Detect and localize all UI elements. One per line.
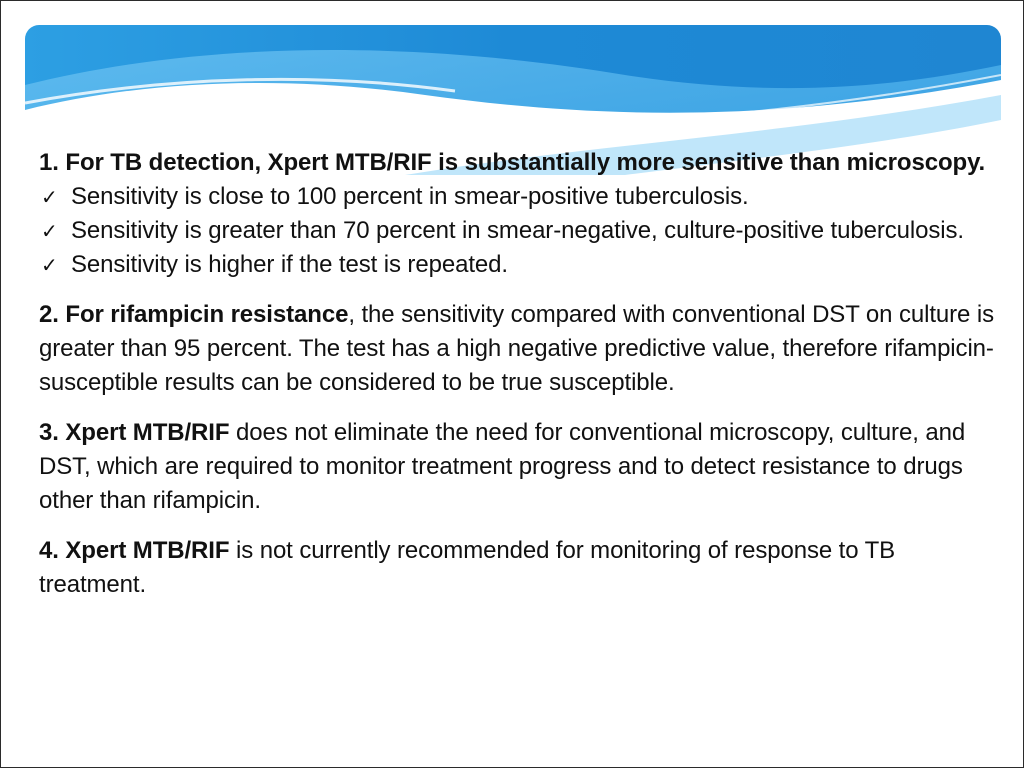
point2-bold: 2. For rifampicin resistance [39,301,349,328]
bullet-text: Sensitivity is higher if the test is repeated. [71,251,508,278]
bullet-item [39,248,999,282]
bullet-text: Sensitivity is close to 100 percent in smear-positive tuberculosis. [71,183,749,210]
point3-bold: 3. Xpert MTB/RIF [39,419,230,446]
slide-content [39,146,999,602]
checkmark-icon: ✓ [41,253,58,277]
checkmark-icon: ✓ [41,185,58,209]
point2-paragraph [39,298,999,400]
point2-text: , the sensitivity compared with conventional DST on culture is greater than 95 percent. The test has a high negative predictive value, therefore rifampicin-susceptible results can be considered to be true susceptible. [39,301,994,396]
point1-heading: 1. For TB detection, Xpert MTB/RIF is substantially more sensitive than microscopy. [39,149,986,176]
point3-text: does not eliminate the need for conventional microscopy, culture, and DST, which are required to monitor treatment progress and to detect resistance to drugs other than rifampicin. [39,419,966,514]
point3-paragraph [39,416,999,518]
point1-bullet-list [39,180,999,282]
checkmark-icon: ✓ [41,219,58,243]
bullet-item [39,214,999,248]
bullet-item [39,180,999,214]
point4-bold: 4. Xpert MTB/RIF [39,537,230,564]
bullet-text: Sensitivity is greater than 70 percent in smear-negative, culture-positive tuberculosis. [71,217,964,244]
point4-text: is not currently recommended for monitoring of response to TB treatment. [39,537,896,598]
point4-paragraph [39,534,999,602]
